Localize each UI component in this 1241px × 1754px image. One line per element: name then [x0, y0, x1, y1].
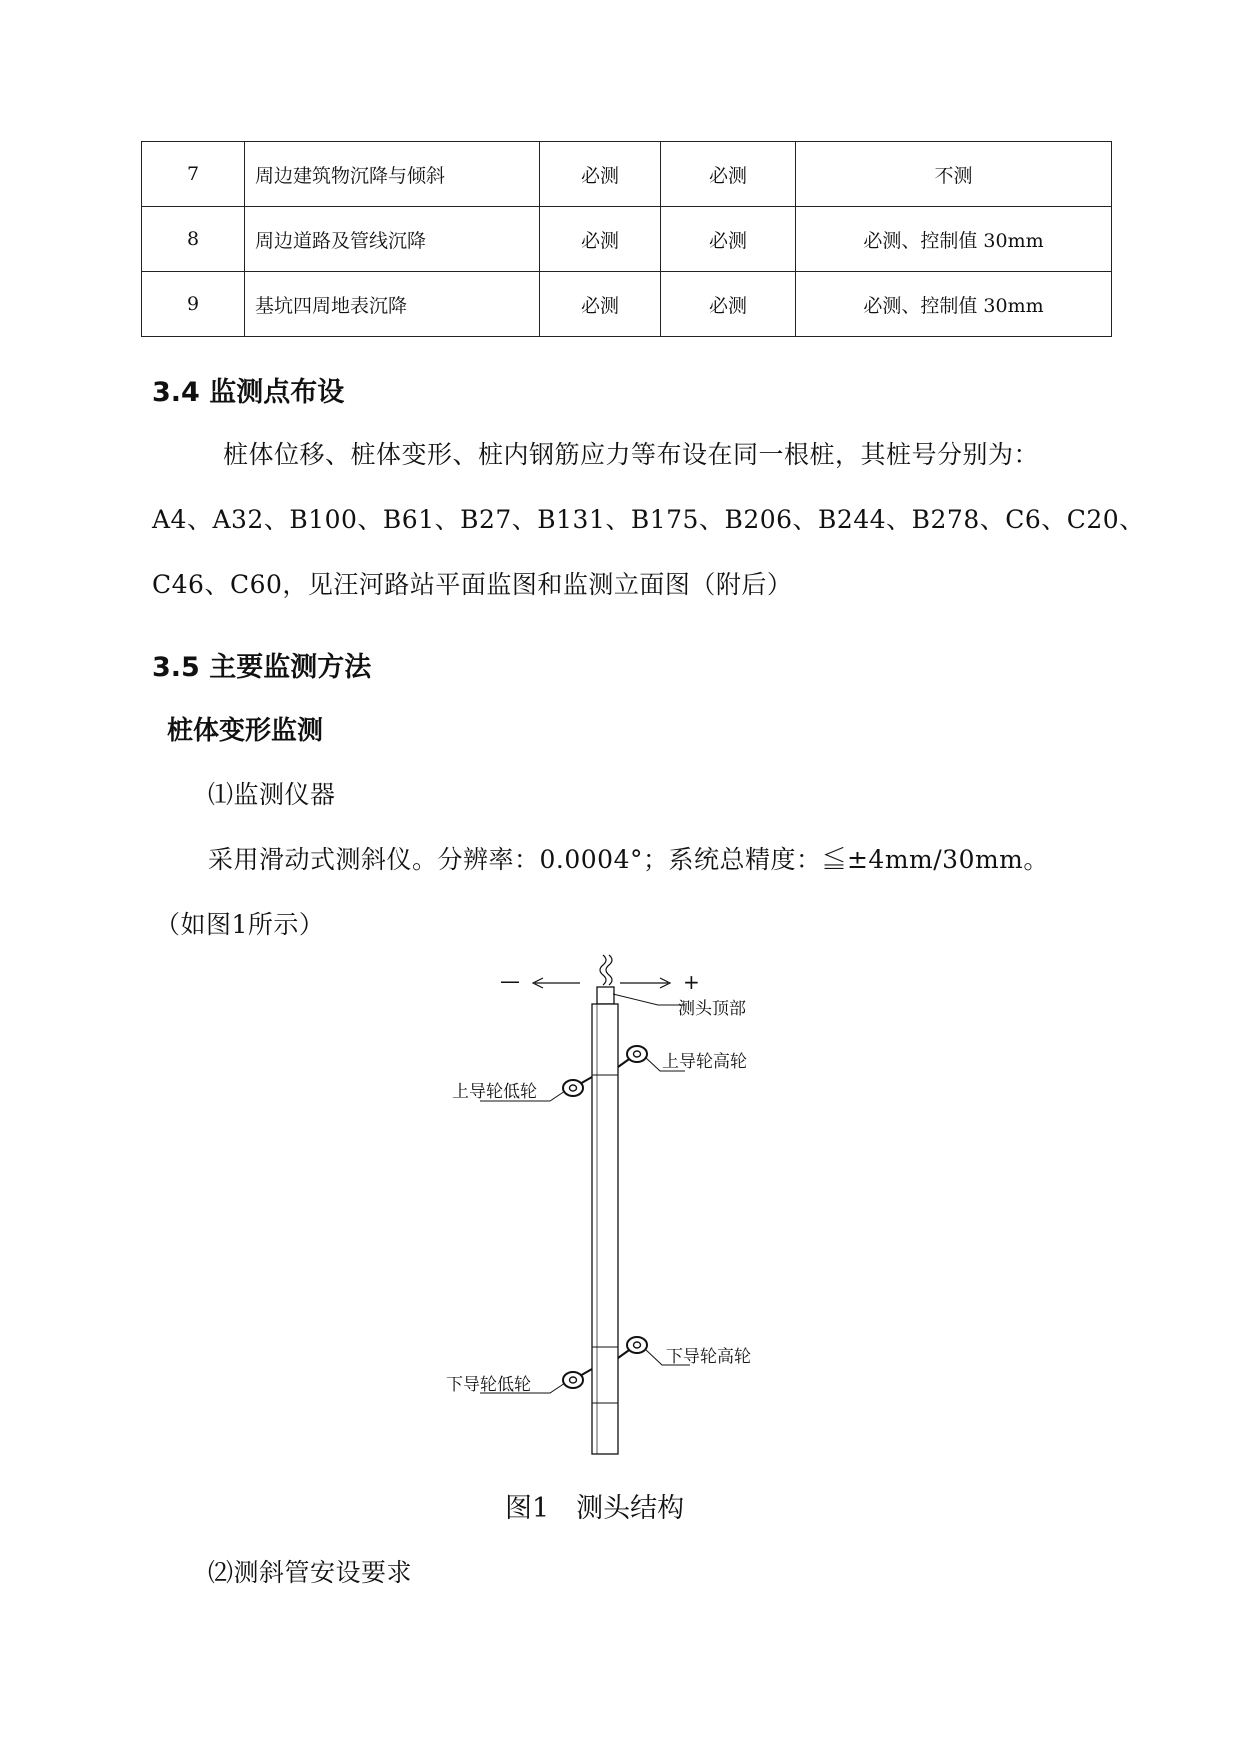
requirement-cell: 必测、控制值 30mm — [796, 207, 1112, 272]
paragraph-line: C46、C60，见汪河路站平面监图和监测立面图（附后） — [152, 570, 793, 599]
cable-line — [606, 955, 612, 985]
monitoring-table — [141, 141, 1112, 337]
wheel-hub — [570, 1085, 577, 1091]
wheel-hub — [634, 1342, 641, 1348]
requirement-cell: 必测 — [540, 272, 661, 337]
paragraph-line: （如图1所示） — [155, 910, 325, 939]
monitor-item: 基坑四周地表沉降 — [245, 272, 540, 337]
monitor-item: 周边道路及管线沉降 — [245, 207, 540, 272]
label-probe-top: 测头顶部 — [678, 999, 746, 1019]
table-row — [142, 142, 1112, 207]
requirement-cell: 必测 — [540, 207, 661, 272]
minus-sign: — — [500, 969, 520, 993]
paragraph-line: A4、A32、B100、B61、B27、B131、B175、B206、B244、B278、C6、C20、 — [152, 505, 1145, 534]
requirement-cell: 必测 — [661, 142, 796, 207]
requirement-cell: 必测 — [661, 272, 796, 337]
label-upper-high-wheel: 上导轮高轮 — [662, 1052, 747, 1072]
list-item: ⑴监测仪器 — [208, 780, 336, 809]
wheel-hub — [570, 1377, 577, 1383]
subheading: 桩体变形监测 — [167, 716, 324, 746]
label-lower-low-wheel: 下导轮低轮 — [446, 1375, 531, 1395]
row-number: 8 — [142, 207, 245, 272]
paragraph-line: 采用滑动式测斜仪。分辨率：0.0004°；系统总精度：≦±4mm/30mm。 — [208, 845, 1049, 874]
section-heading-3-4: 3.4 监测点布设 — [152, 377, 345, 408]
plus-sign: + — [683, 970, 700, 994]
label-lower-high-wheel: 下导轮高轮 — [666, 1347, 751, 1367]
paragraph-line: 桩体位移、桩体变形、桩内钢筋应力等布设在同一根桩，其桩号分别为： — [223, 440, 1040, 469]
figure-caption: 图1 测头结构 — [505, 1493, 685, 1524]
requirement-cell: 必测、控制值 30mm — [796, 272, 1112, 337]
probe-top — [597, 987, 614, 1004]
cable-line — [600, 955, 606, 985]
section-heading-3-5: 3.5 主要监测方法 — [152, 652, 372, 683]
probe-body — [592, 1004, 618, 1454]
table-row — [142, 272, 1112, 337]
probe-structure-diagram — [400, 945, 820, 1480]
table-row — [142, 207, 1112, 272]
monitor-item: 周边建筑物沉降与倾斜 — [245, 142, 540, 207]
leader-line — [613, 994, 685, 1005]
requirement-cell: 必测 — [540, 142, 661, 207]
label-upper-low-wheel: 上导轮低轮 — [452, 1082, 537, 1102]
row-number: 9 — [142, 272, 245, 337]
requirement-cell: 不测 — [796, 142, 1112, 207]
row-number: 7 — [142, 142, 245, 207]
requirement-cell: 必测 — [661, 207, 796, 272]
wheel-hub — [634, 1051, 641, 1057]
list-item: ⑵测斜管安设要求 — [208, 1558, 413, 1587]
